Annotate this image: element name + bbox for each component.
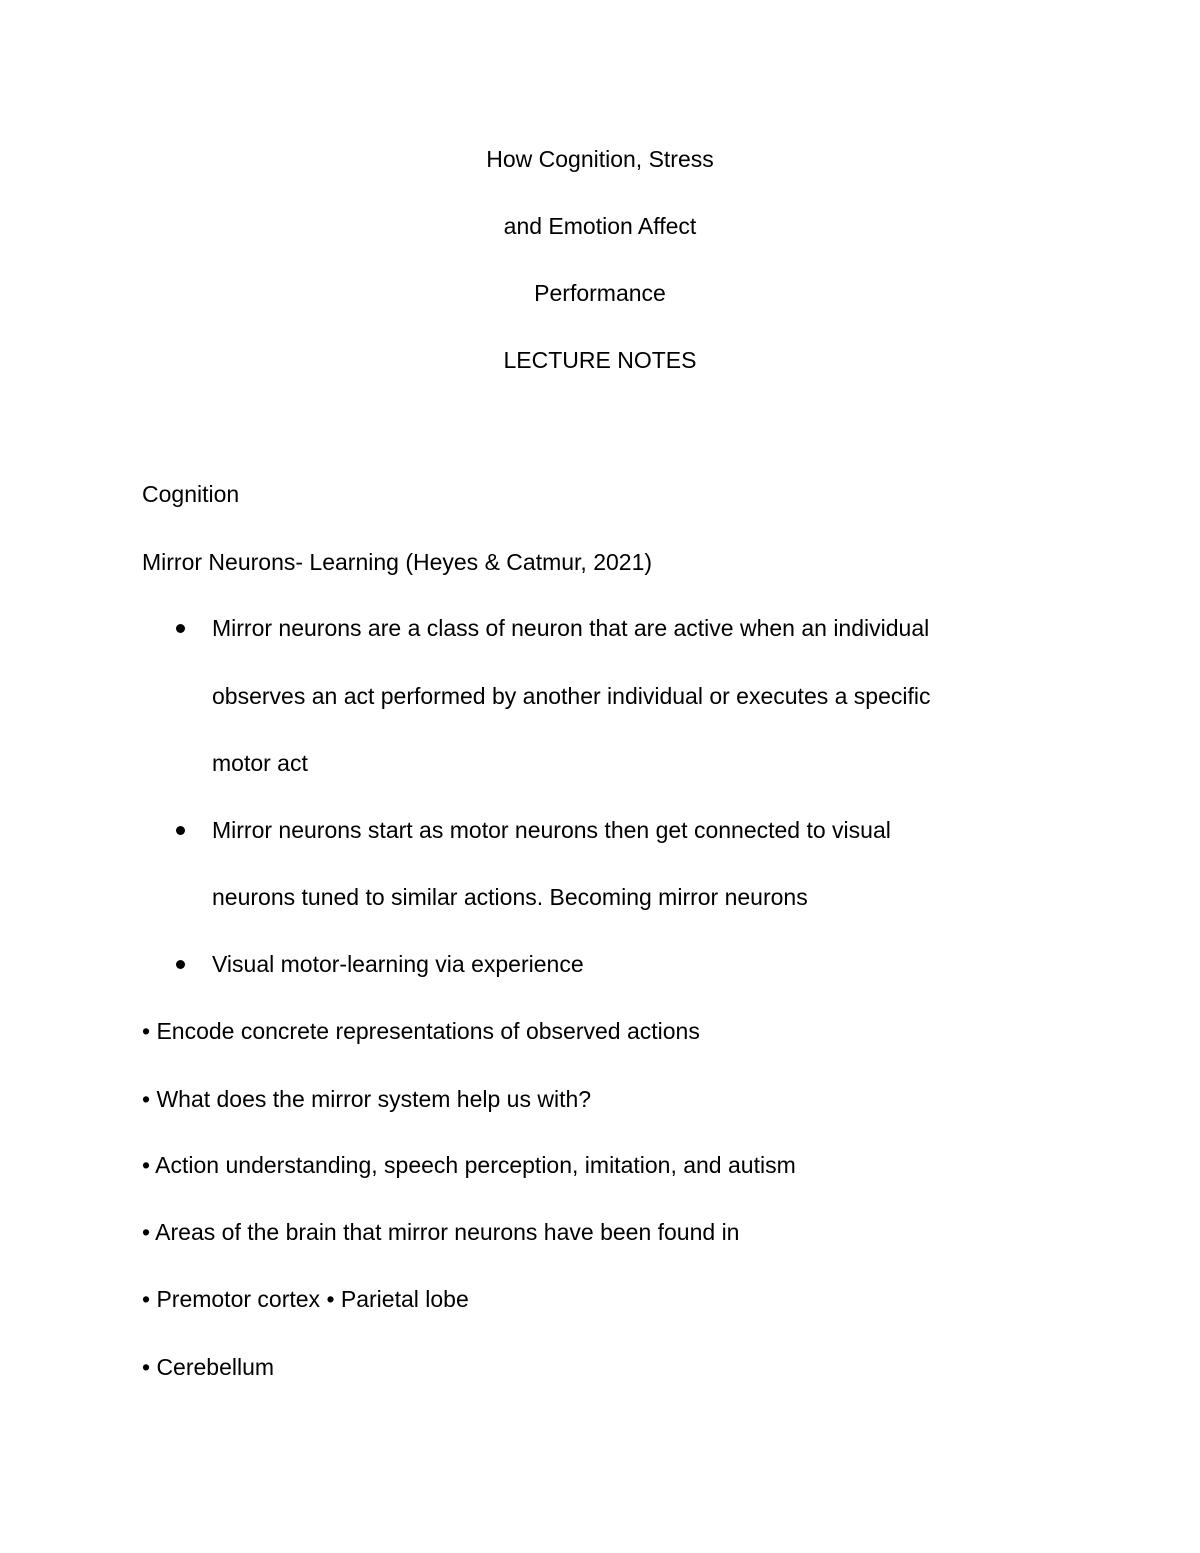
bullet-dot-icon <box>176 624 185 633</box>
plain-line-6: • Cerebellum <box>142 1354 275 1380</box>
bullet-2-line-1: Mirror neurons start as motor neurons then get connected to visual <box>212 817 891 843</box>
title-line-4: LECTURE NOTES <box>503 347 697 373</box>
bullet-1-line-3: motor act <box>212 750 308 776</box>
plain-line-5: • Premotor cortex • Parietal lobe <box>142 1286 469 1312</box>
plain-line-3: • Action understanding, speech perception, imitation, and autism <box>142 1152 796 1178</box>
bullet-dot-icon <box>176 960 185 969</box>
bullet-1-line-1: Mirror neurons are a class of neuron that are active when an individual <box>212 615 930 641</box>
plain-line-4: • Areas of the brain that mirror neurons have been found in <box>142 1219 740 1245</box>
plain-line-2: • What does the mirror system help us with? <box>142 1086 592 1112</box>
plain-line-1: • Encode concrete representations of observed actions <box>142 1018 700 1044</box>
section-heading: Cognition <box>142 481 240 507</box>
bullet-dot-icon <box>176 826 185 835</box>
title-line-2: and Emotion Affect <box>503 213 697 239</box>
title-line-3: Performance <box>534 280 666 306</box>
bullet-3-line-1: Visual motor-learning via experience <box>212 951 584 977</box>
title-line-1: How Cognition, Stress <box>486 146 714 172</box>
subheading: Mirror Neurons- Learning (Heyes & Catmur, 2021) <box>142 549 653 575</box>
bullet-2-line-2: neurons tuned to similar actions. Becoming mirror neurons <box>212 884 808 910</box>
bullet-1-line-2: observes an act performed by another individual or executes a specific <box>212 683 931 709</box>
